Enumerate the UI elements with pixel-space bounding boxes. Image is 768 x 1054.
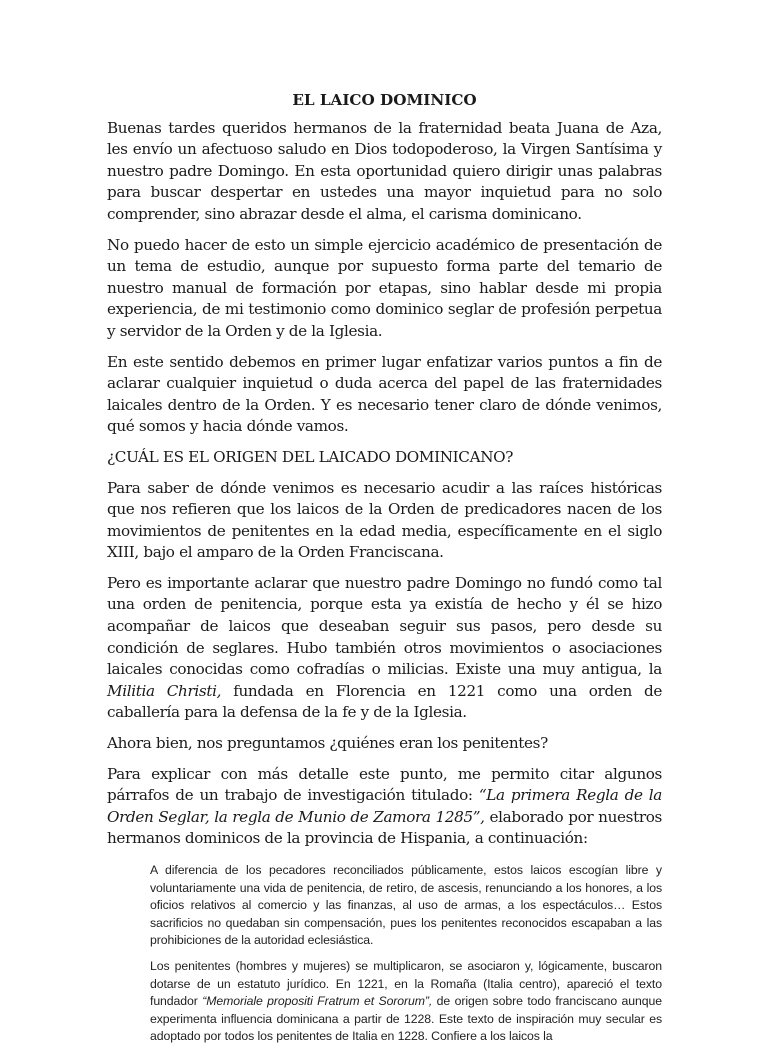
paragraph-question: Ahora bien, nos preguntamos ¿quiénes eran los penitentes?: [107, 734, 548, 753]
quote-paragraph-statute: [150, 958, 662, 1046]
quote-paragraph-penitents: A diferencia de los pecadores reconciliados públicamente, estos laicos escogían libre y voluntariamente una vida de penitencia, de retiro, de ascesis, renunciando a los honores, a los oficios relativos al comercio y las finanzas, al uso de armas, a los espectáculos… Estos sacrificios no quedaban sin compensación, pues los penitentes reconocidos escapaban a las prohibiciones de la autoridad eclesiástica.: [150, 863, 662, 948]
citation-intro-text-b: elaborado por nuestros hermanos dominicos de la provincia de Hispania, a continuación:: [107, 807, 662, 848]
cited-work-title: “La primera Regla de la Orden Seglar, la regla de Munio de Zamora 1285”,: [107, 786, 662, 826]
paragraph-founding: [107, 573, 662, 724]
paragraph-greeting: Buenas tardes queridos hermanos de la fraternidad beata Juana de Aza, les envío un afectuoso saludo en Dios todopoderoso, la Virgen Santísima y nuestro padre Domingo. En esta oportunidad quiero dirigir unas palabras para buscar despertar en ustedes una mayor inquietud para no solo comprender, sino abrazar desde el alma, el carisma dominicano.: [107, 118, 662, 223]
citation-intro-text-a: Para explicar con más detalle este punto, me permito citar algunos párrafos de un trabajo de investigación titulado:: [107, 764, 662, 805]
document-title: EL LAICO DOMINICO: [292, 91, 477, 109]
paragraph-founding-text-b: fundada en Florencia en 1221 como una orden de caballería para la defensa de la fe y de la Iglesia.: [107, 681, 662, 722]
memoriale-title: “Memoriale propositi Fratrum et Sororum”,: [202, 994, 433, 1009]
paragraph-roots: Para saber de dónde venimos es necesario acudir a las raíces históricas que nos refieren que los laicos de la Orden de predicadores nacen de los movimientos de penitentes en la edad media, específicamente en el siglo XIII, bajo el amparo de la Orden Franciscana.: [107, 478, 662, 562]
quote-statute-text-b: de origen sobre todo franciscano aunque experimenta influencia dominicana a partir de 1228. Este texto de inspiración muy secular es adoptado por todos los penitentes de Italia en 1228. Confiere a los laicos la: [150, 994, 662, 1044]
document-body: [107, 90, 662, 1054]
section-heading-origin: ¿CUÁL ES EL ORIGEN DEL LAICADO DOMINICANO?: [107, 447, 514, 466]
paragraph-testimony: No puedo hacer de esto un simple ejercicio académico de presentación de un tema de estudio, aunque por supuesto forma parte del temario de nuestro manual de formación por etapas, sino hablar desde mi propia experiencia, de mi testimonio como dominico seglar de profesión perpetua y servidor de la Orden y de la Iglesia.: [107, 235, 662, 340]
paragraph-purpose: En este sentido debemos en primer lugar enfatizar varios puntos a fin de aclarar cualquier inquietud o duda acerca del papel de las fraternidades laicales dentro de la Orden. Y es necesario tener claro de dónde venimos, qué somos y hacia dónde vamos.: [107, 352, 662, 436]
quote-statute-text-a: Los penitentes (hombres y mujeres) se multiplicaron, se asociaron y, lógicamente, buscaron dotarse de un estatuto jurídico. En 1221, en la Romaña (Italia centro), apareció el texto fundador: [150, 958, 662, 1009]
block-quote: [107, 862, 662, 1046]
paragraph-founding-text-a: Pero es importante aclarar que nuestro padre Domingo no fundó como tal una orden de penitencia, porque esta ya existía de hecho y él se hizo acompañar de laicos que deseaban seguir sus pasos, pero desde su condición de seglares. Hubo también otros movimientos o asociaciones laicales conocidas como cofradías o milicias. Existe una muy antigua, la: [107, 573, 662, 679]
paragraph-citation-intro: [107, 764, 662, 850]
militia-christi-term: Militia Christi,: [107, 681, 222, 700]
